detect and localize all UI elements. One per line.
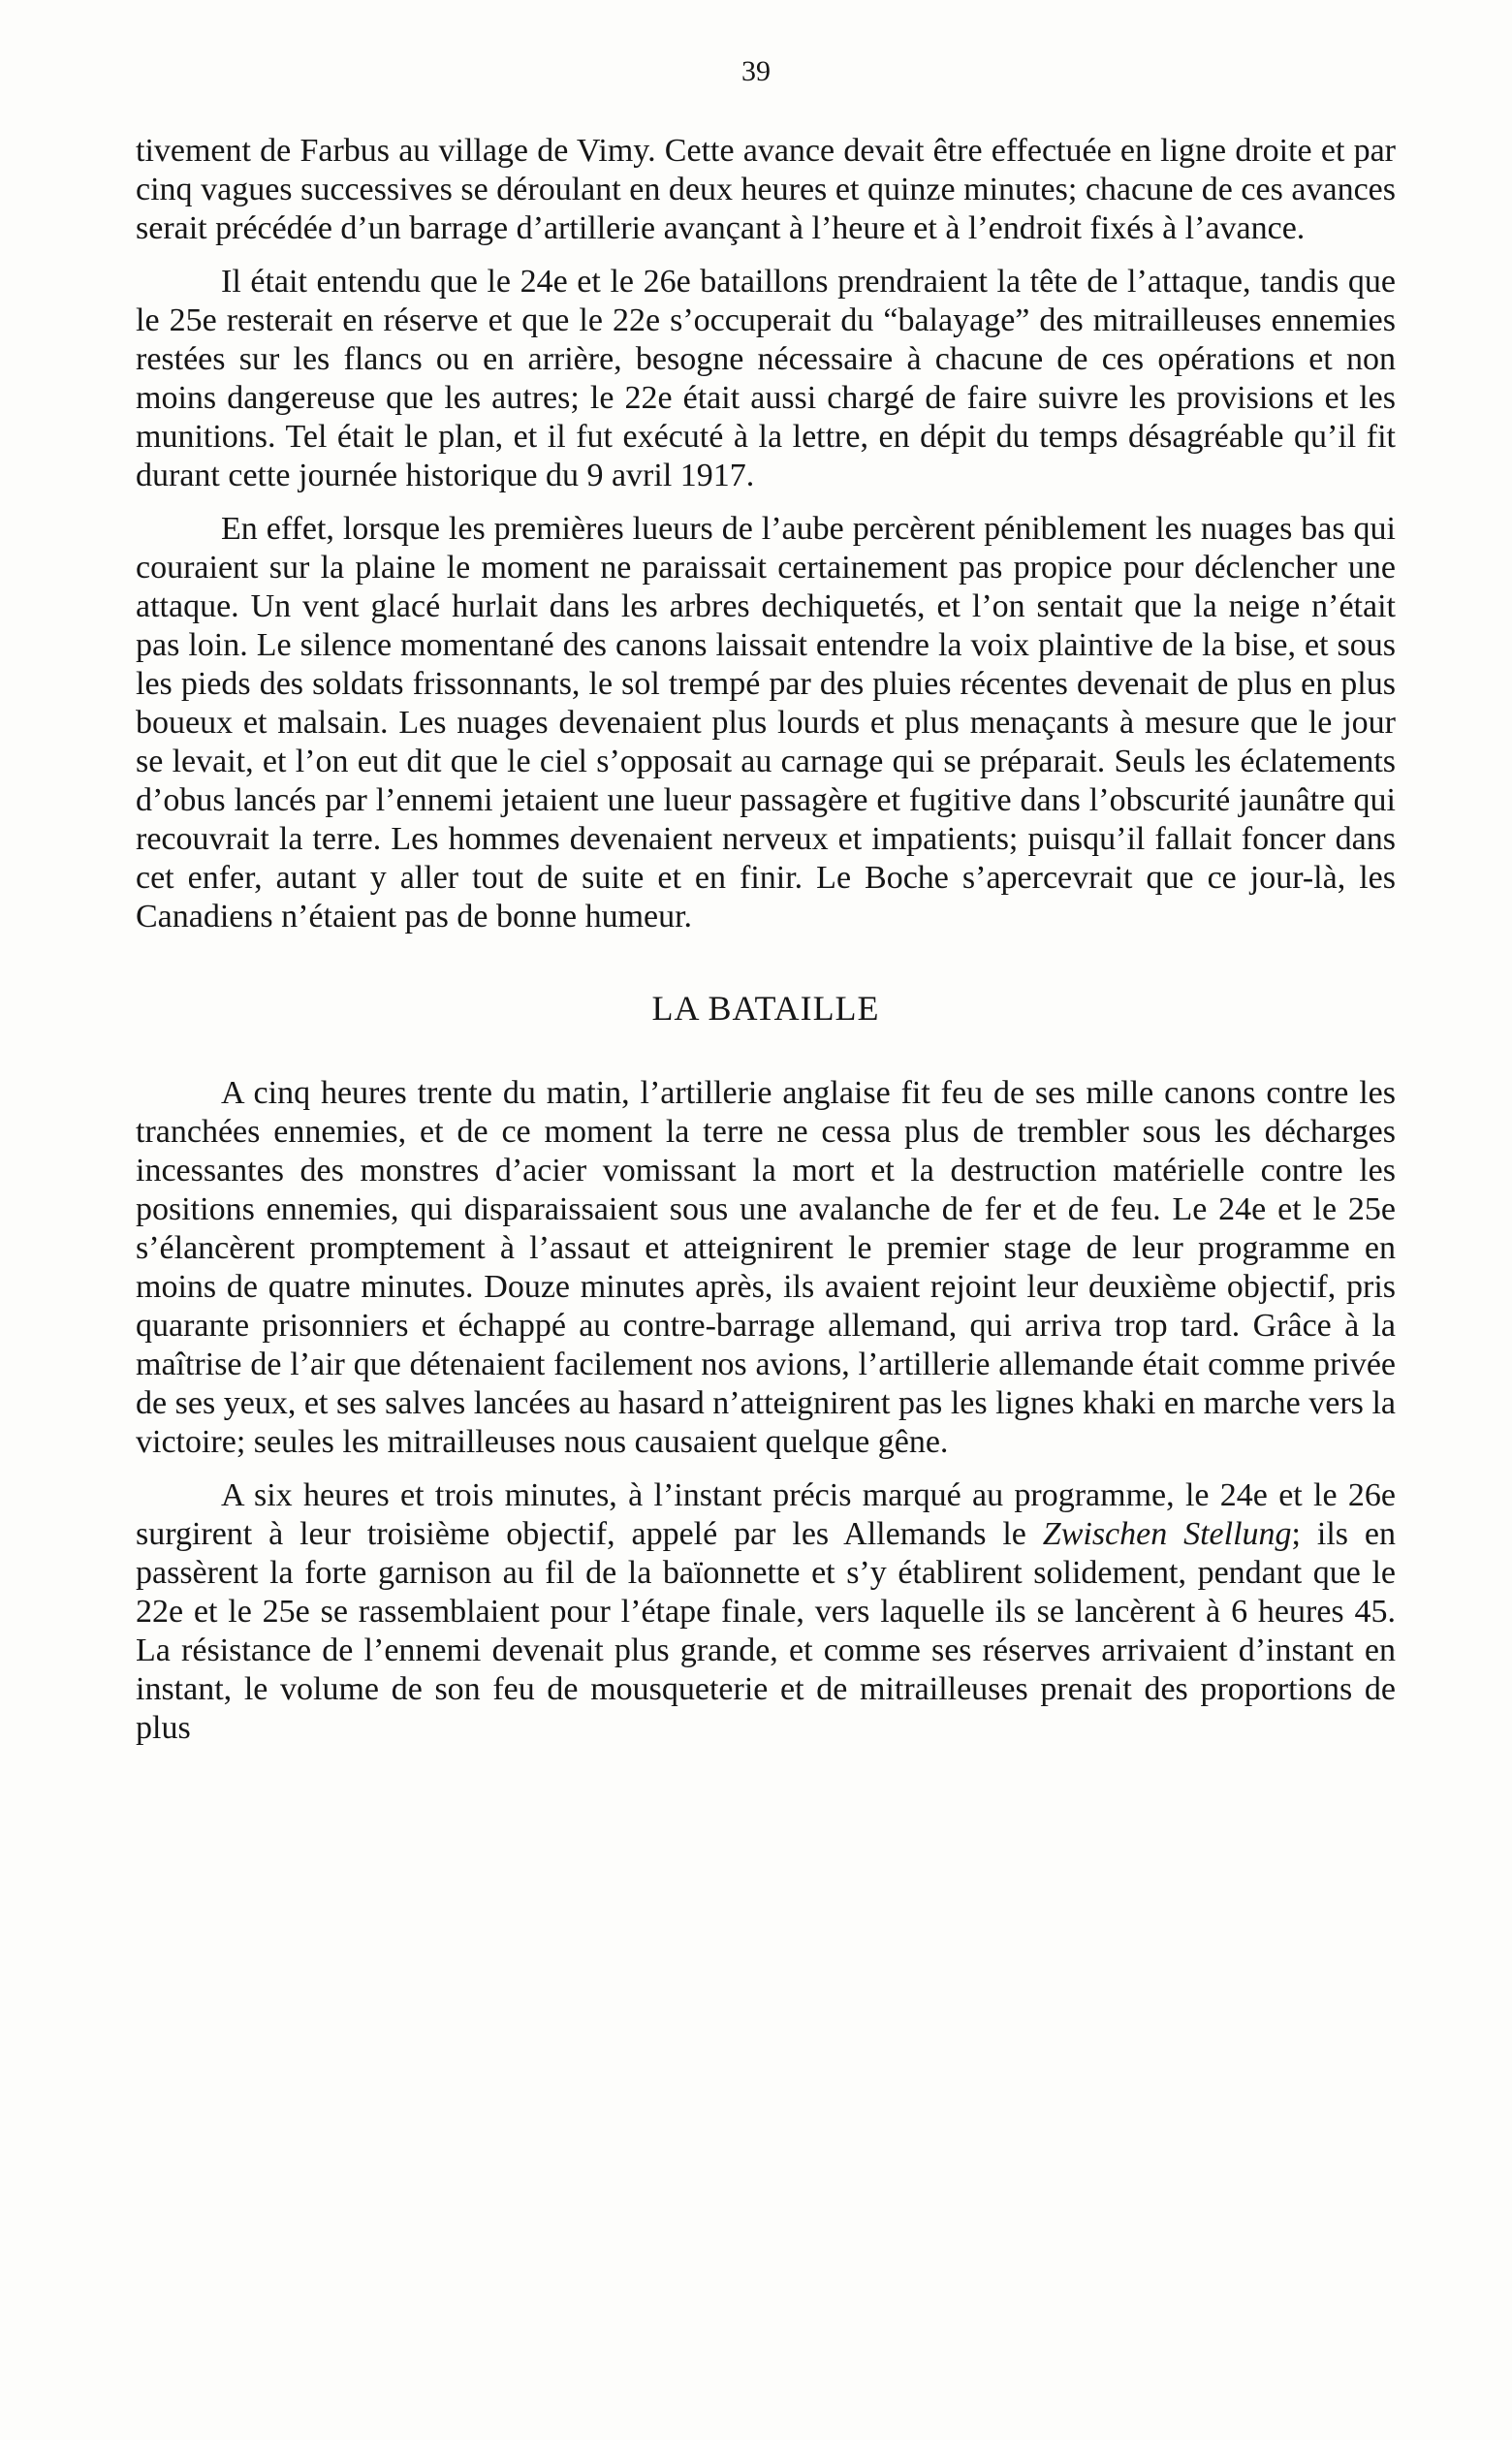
paragraph-text-start: A six heures et trois minutes, à l’instant précis marqué au programme, le 24e et le 26e surgirent à leur troisième objectif, appelé par les Allemands le [136, 1477, 1396, 1552]
paragraph-text-end: ; ils en passèrent la forte garnison au fil de la baïonnette et s’y établirent solidement, pendant que le 22e et le 25e se rassemblaient pour l’étape finale, vers laquelle ils se lancèrent à 6 heures 45. La résistance de l’ennemi devenait plus grande, et comme ses réserves arrivaient d’instant en instant, le volume de son feu de mousqueterie et de mitrailleuses prenait des proportions de plus [136, 1516, 1396, 1746]
text-column [136, 132, 1396, 1748]
paragraph-continued: tivement de Farbus au village de Vimy. Cette avance devait être effectuée en ligne droite et par cinq vagues successives se déroulant en deux heures et quinze minutes; chacune de ces avances serait précédée d’un barrage d’artillerie avançant à l’heure et à l’endroit fixés à l’avance. [136, 133, 1396, 246]
italic-term: Zwischen Stellung [1042, 1516, 1292, 1552]
section-heading: LA BATAILLE [651, 989, 880, 1028]
paragraph-bombardment: A cinq heures trente du matin, l’artillerie anglaise fit feu de ses mille canons contre les tranchées ennemies, et de ce moment la terre ne cessa plus de trembler sous les décharges incessantes des monstres d’acier vomissant la mort et la destruction matérielle contre les positions ennemies, qui disparaissaient sous une avalanche de fer et de feu. Le 24e et le 25e s’élancèrent promptement à l’assaut et atteignirent le premier stage de leur programme en moins de quatre minutes. Douze minutes après, ils avaient rejoint leur deuxième objectif, pris quarante prisonniers et échappé au contre-barrage allemand, qui arriva trop tard. Grâce à la maîtrise de l’air que détenaient facilement nos avions, l’artillerie allemande était comme privée de ses yeux, et ses salves lancées au hasard n’atteignirent pas les lignes khaki en marche vers la victoire; seules les mitrailleuses nous causaient quelque gêne. [136, 1075, 1396, 1460]
paragraph-weather: En effet, lorsque les premières lueurs de l’aube percèrent péniblement les nuages bas qui couraient sur la plaine le moment ne paraissait certainement pas propice pour déclencher une attaque. Un vent glacé hurlait dans les arbres dechiquetés, et l’on sentait que la neige n’était pas loin. Le silence momentané des canons laissait entendre la voix plaintive de la bise, et sous les pieds des soldats frissonnants, le sol trempé par des pluies récentes devenait de plus en plus boueux et malsain. Les nuages devenaient plus lourds et plus menaçants à mesure que le jour se levait, et l’on eut dit que le ciel s’opposait au carnage qui se préparait. Seuls les éclatements d’obus lancés par l’ennemi jetaient une lueur passagère et fugitive dans l’obscurité jaunâtre qui recouvrait la terre. Les hommes devenaient nerveux et impatients; puisqu’il fallait foncer dans cet enfer, autant y aller tout de suite et en finir. Le Boche s’apercevrait que ce jour-là, les Canadiens n’étaient pas de bonne humeur. [136, 511, 1396, 935]
paragraph-third-objective [136, 1476, 1396, 1748]
paragraph-attack-plan: Il était entendu que le 24e et le 26e bataillons prendraient la tête de l’attaque, tandis que le 25e resterait en réserve et que le 22e s’occuperait du “balayage” des mitrailleuses ennemies restées sur les flancs ou en arrière, besogne nécessaire à chacune de ces opérations et non moins dangereuse que les autres; le 22e était aussi chargé de faire suivre les provisions et les munitions. Tel était le plan, et il fut exécuté à la lettre, en dépit du temps désagréable qu’il fit durant cette journée historique du 9 avril 1917. [136, 264, 1396, 493]
page-number: 39 [741, 55, 771, 87]
